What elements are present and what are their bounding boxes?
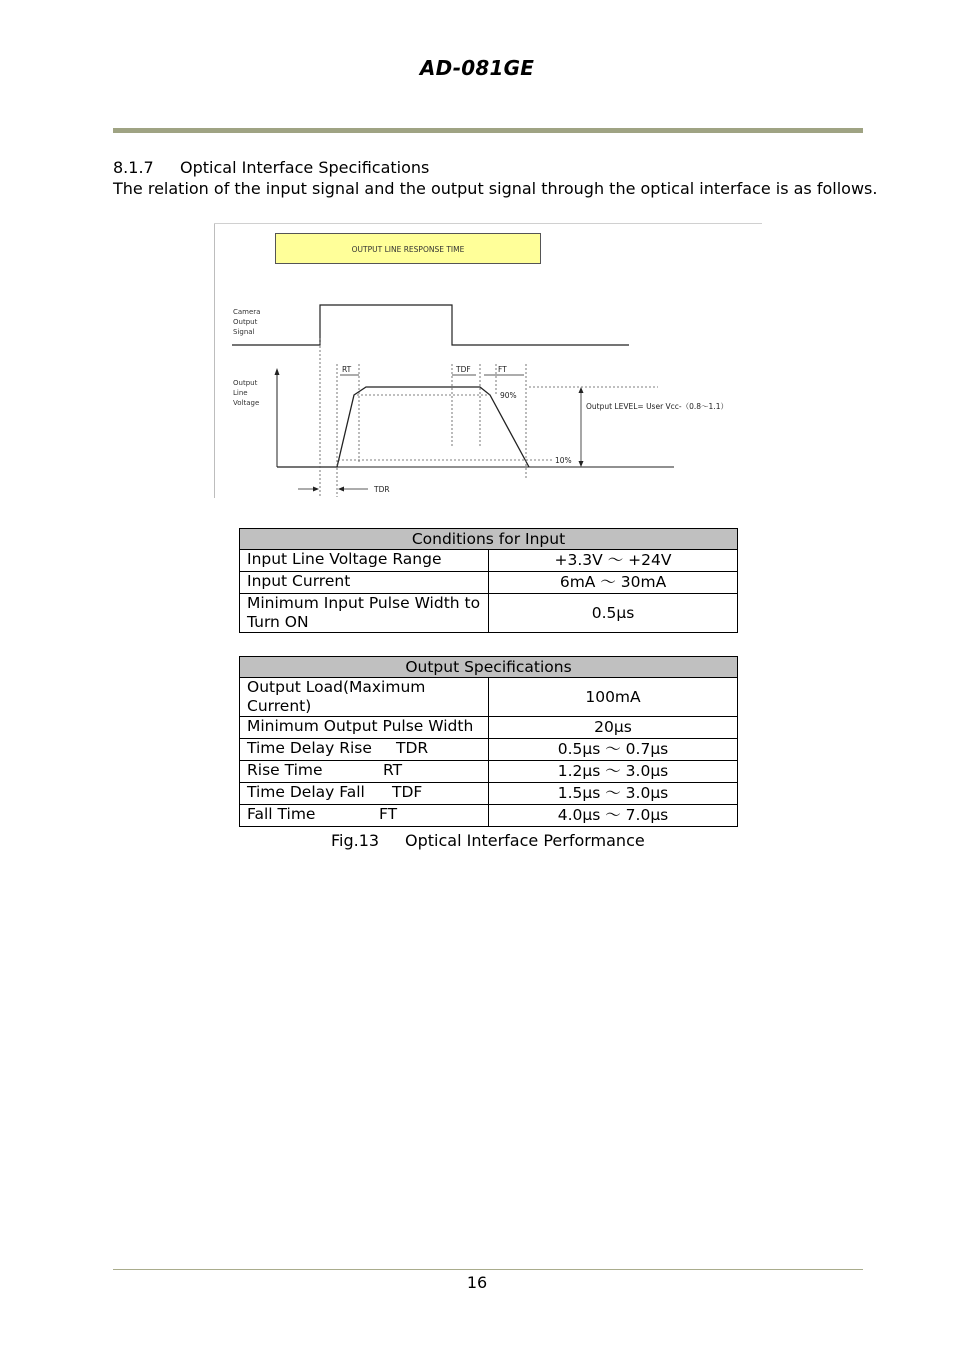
row-value: 1.2μs ～ 3.0μs <box>489 761 738 783</box>
output-specifications-table <box>239 656 738 827</box>
level-arrow-bottom <box>579 461 584 467</box>
table-row <box>240 550 738 572</box>
row-label <box>240 783 489 805</box>
output-voltage-label: Output Line Voltage <box>233 379 260 407</box>
input-table-header: Conditions for Input <box>240 529 738 550</box>
row-label <box>240 739 489 761</box>
table-row <box>240 717 738 739</box>
row-label: Minimum Output Pulse Width <box>240 717 489 739</box>
table-row <box>240 739 738 761</box>
header-rule <box>113 128 863 133</box>
row-value: 0.5μs ～ 0.7μs <box>489 739 738 761</box>
section-number: 8.1.7 <box>113 158 154 177</box>
row-label: Input Current <box>240 572 489 594</box>
row-value: 0.5μs <box>489 594 738 633</box>
tdr-arrow-left-head <box>313 487 319 492</box>
section-heading <box>113 158 429 177</box>
tdr-label: TDR <box>374 485 390 494</box>
footer-rule <box>113 1269 863 1270</box>
row-symbol: TDR <box>396 739 429 757</box>
row-symbol: RT <box>383 761 403 779</box>
ninety-percent-label: 90% <box>500 391 517 400</box>
tdr-arrow-right-head <box>338 487 344 492</box>
tdf-label: TDF <box>456 365 471 374</box>
timing-diagram-svg <box>214 222 762 498</box>
table-row <box>240 594 738 633</box>
row-value: +3.3V ～ +24V <box>489 550 738 572</box>
intro-paragraph: The relation of the input signal and the output signal through the optical interface is as follows. <box>113 179 878 198</box>
voltage-axis-arrow <box>275 368 280 375</box>
diagram-banner-text: OUTPUT LINE RESPONSE TIME <box>351 245 465 254</box>
table-row <box>240 572 738 594</box>
section-title: Optical Interface Specifications <box>180 158 430 177</box>
table-row <box>240 761 738 783</box>
output-level-note: Output LEVEL= User Vcc-（0.8～1.1） <box>586 402 728 411</box>
document-title: AD-081GE <box>419 56 535 80</box>
row-value: 6mA ～ 30mA <box>489 572 738 594</box>
page-number: 16 <box>466 1273 488 1292</box>
rt-label: RT <box>342 365 352 374</box>
camera-output-label: Camera Output Signal <box>233 308 261 336</box>
ten-percent-label: 10% <box>555 456 572 465</box>
row-symbol: FT <box>379 805 398 823</box>
row-label-text: Time Delay Fall <box>247 783 365 801</box>
table-header-row <box>240 529 738 550</box>
row-value: 4.0μs ～ 7.0μs <box>489 805 738 827</box>
response-time-diagram <box>214 222 762 498</box>
output-table-header: Output Specifications <box>240 657 738 678</box>
row-value: 1.5μs ～ 3.0μs <box>489 783 738 805</box>
output-voltage-trace <box>277 387 529 467</box>
row-label-text: Time Delay Rise <box>247 739 372 757</box>
figure-caption <box>331 831 645 850</box>
table-row <box>240 805 738 827</box>
row-label-text: Fall Time <box>247 805 316 823</box>
row-label: Minimum Input Pulse Width to Turn ON <box>240 594 489 633</box>
row-label-text: Rise Time <box>247 761 323 779</box>
row-value: 20μs <box>489 717 738 739</box>
row-symbol: TDF <box>392 783 423 801</box>
input-conditions-table <box>239 528 738 633</box>
row-label: Input Line Voltage Range <box>240 550 489 572</box>
row-value: 100mA <box>489 678 738 717</box>
table-row <box>240 678 738 717</box>
figure-caption-text: Optical Interface Performance <box>405 831 645 850</box>
table-header-row <box>240 657 738 678</box>
row-label <box>240 805 489 827</box>
figure-number: Fig.13 <box>331 831 380 850</box>
timing-guides <box>320 338 658 497</box>
ft-label: FT <box>498 365 507 374</box>
camera-signal-trace <box>232 305 629 345</box>
table-row <box>240 783 738 805</box>
row-label: Output Load(Maximum Current) <box>240 678 489 717</box>
level-arrow-top <box>579 387 584 393</box>
row-label <box>240 761 489 783</box>
